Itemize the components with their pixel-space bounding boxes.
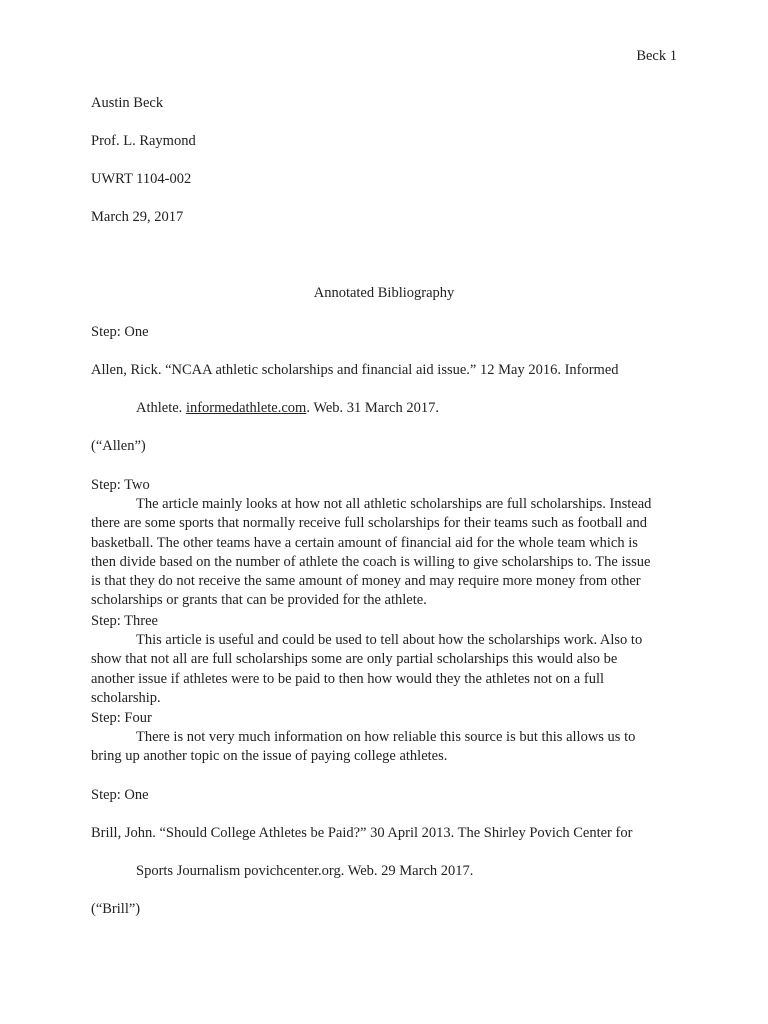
entry1-usefulness (91, 631, 661, 708)
entry2-intext-citation: (“Brill”) (91, 901, 141, 917)
entry2-citation-line2: Sports Journalism povichcenter.org. Web. 29 March 2017. (136, 863, 474, 879)
instructor-name: Prof. L. Raymond (91, 133, 196, 149)
entry1-citation-suffix: . Web. 31 March 2017. (306, 400, 439, 416)
entry1-summary-text: The article mainly looks at how not all athletic scholarships are full scholarships. Instead there are some sports that normally receive full scholarships for their teams such as football and basketball. The other teams have a certain amount of financial aid for the whole team which is then divide based on the number of athlete the coach is willing to give scholarships to. The issue is that they do not receive the same amount of money and may require more money from other scholarships or grants that can be provided for the athlete. (91, 496, 652, 609)
entry1-step-one: Step: One (91, 324, 149, 340)
entry1-step-four: Step: Four (91, 710, 152, 726)
entry1-summary (91, 495, 661, 611)
entry2-step-one: Step: One (91, 787, 149, 803)
entry2-citation-line1: Brill, John. “Should College Athletes be Paid?” 30 April 2013. The Shirley Povich Center for (91, 825, 633, 841)
entry1-citation-line1: Allen, Rick. “NCAA athletic scholarships and financial aid issue.” 12 May 2016. Informed (91, 362, 619, 378)
entry1-step-three: Step: Three (91, 613, 158, 629)
entry1-reliability (91, 728, 661, 767)
author-name: Austin Beck (91, 95, 164, 111)
entry1-intext-citation: (“Allen”) (91, 438, 146, 454)
entry1-citation-link[interactable]: informedathlete.com (185, 400, 307, 416)
entry1-citation-prefix: Athlete. (136, 400, 186, 416)
page-header: Beck 1 (636, 48, 677, 64)
page-title: Annotated Bibliography (313, 285, 455, 301)
entry1-usefulness-text: This article is useful and could be used to tell about how the scholarships work. Also to show that not all are full scholarships some are only partial scholarships this would also be another issue if athletes were to be paid to then how would they the athletes not on a full scholarship. (91, 632, 643, 706)
entry1-step-two: Step: Two (91, 477, 150, 493)
entry1-citation-line2 (136, 399, 439, 418)
entry1-reliability-text: There is not very much information on how reliable this source is but this allows us to bring up another topic on the issue of paying college athletes. (91, 729, 636, 765)
course-code: UWRT 1104-002 (91, 171, 192, 187)
document-date: March 29, 2017 (91, 209, 184, 225)
